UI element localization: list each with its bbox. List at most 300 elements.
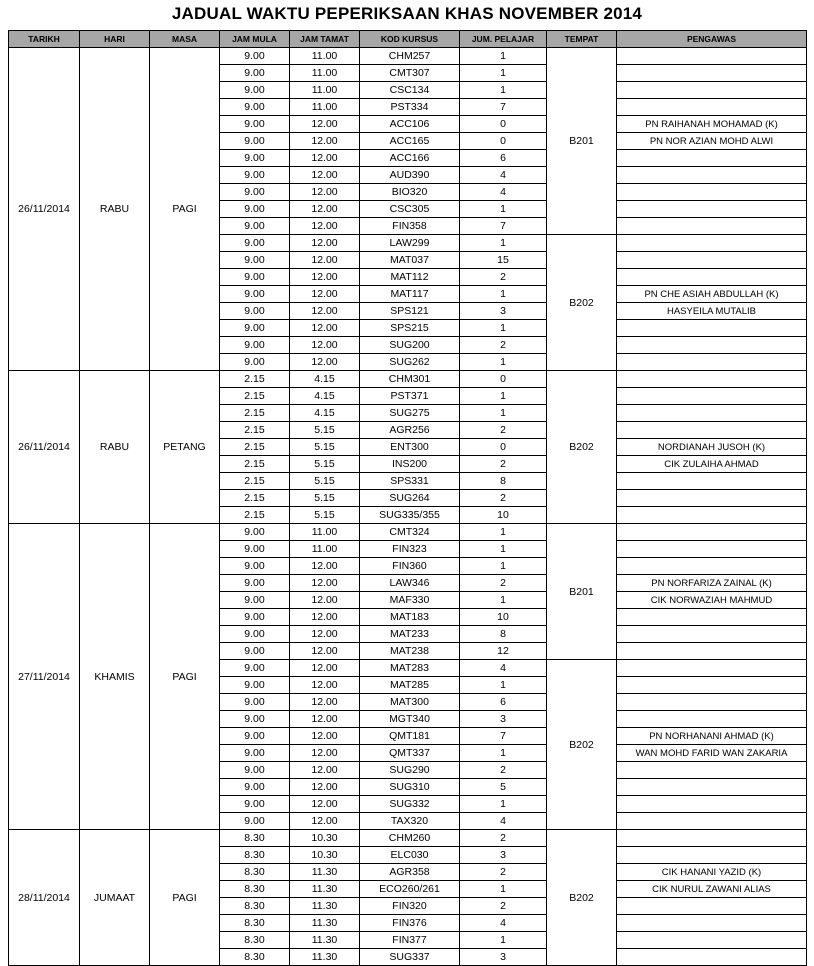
jam-tamat-cell: 12.00 [290, 133, 360, 150]
jam-mula-cell: 9.00 [220, 592, 290, 609]
jum-pelajar-cell: 8 [460, 473, 547, 490]
pengawas-cell: PN RAIHANAH MOHAMAD (K) [617, 116, 807, 133]
jam-tamat-cell: 5.15 [290, 507, 360, 524]
kod-kursus-cell: SUG332 [360, 796, 460, 813]
jam-mula-cell: 8.30 [220, 898, 290, 915]
jum-pelajar-cell: 1 [460, 558, 547, 575]
jum-pelajar-cell: 2 [460, 422, 547, 439]
jam-mula-cell: 2.15 [220, 439, 290, 456]
table-row [9, 48, 807, 65]
table-row [9, 830, 807, 847]
jum-pelajar-cell: 1 [460, 320, 547, 337]
jum-pelajar-cell: 0 [460, 133, 547, 150]
tempat-cell: B201 [547, 524, 617, 660]
jam-tamat-cell: 5.15 [290, 439, 360, 456]
jam-mula-cell: 9.00 [220, 167, 290, 184]
col-header-hari: HARI [80, 31, 150, 48]
kod-kursus-cell: MAT183 [360, 609, 460, 626]
pengawas-cell [617, 949, 807, 966]
jum-pelajar-cell: 1 [460, 48, 547, 65]
pengawas-cell: PN CHE ASIAH ABDULLAH (K) [617, 286, 807, 303]
kod-kursus-cell: MAF330 [360, 592, 460, 609]
jam-mula-cell: 9.00 [220, 677, 290, 694]
col-header-jam-tamat: JAM TAMAT [290, 31, 360, 48]
kod-kursus-cell: ECO260/261 [360, 881, 460, 898]
jum-pelajar-cell: 3 [460, 949, 547, 966]
pengawas-cell [617, 371, 807, 388]
kod-kursus-cell: AGR256 [360, 422, 460, 439]
jum-pelajar-cell: 1 [460, 881, 547, 898]
pengawas-cell [617, 405, 807, 422]
jum-pelajar-cell: 8 [460, 626, 547, 643]
tempat-cell: B202 [547, 660, 617, 830]
jam-mula-cell: 2.15 [220, 405, 290, 422]
jam-tamat-cell: 11.00 [290, 65, 360, 82]
jam-mula-cell: 9.00 [220, 82, 290, 99]
pengawas-cell [617, 65, 807, 82]
jam-mula-cell: 9.00 [220, 643, 290, 660]
jam-tamat-cell: 5.15 [290, 473, 360, 490]
kod-kursus-cell: PST334 [360, 99, 460, 116]
jam-mula-cell: 9.00 [220, 269, 290, 286]
jum-pelajar-cell: 5 [460, 779, 547, 796]
jam-tamat-cell: 12.00 [290, 779, 360, 796]
col-header-masa: MASA [150, 31, 220, 48]
kod-kursus-cell: CHM257 [360, 48, 460, 65]
jum-pelajar-cell: 10 [460, 507, 547, 524]
pengawas-cell [617, 694, 807, 711]
pengawas-cell: CIK NURUL ZAWANI ALIAS [617, 881, 807, 898]
jam-tamat-cell: 10.30 [290, 847, 360, 864]
jum-pelajar-cell: 2 [460, 830, 547, 847]
jum-pelajar-cell: 15 [460, 252, 547, 269]
kod-kursus-cell: SPS121 [360, 303, 460, 320]
pengawas-cell [617, 915, 807, 932]
jam-tamat-cell: 12.00 [290, 167, 360, 184]
table-row [9, 524, 807, 541]
jam-mula-cell: 2.15 [220, 371, 290, 388]
kod-kursus-cell: TAX320 [360, 813, 460, 830]
pengawas-cell [617, 201, 807, 218]
jam-tamat-cell: 12.00 [290, 677, 360, 694]
kod-kursus-cell: ACC166 [360, 150, 460, 167]
kod-kursus-cell: ACC165 [360, 133, 460, 150]
jum-pelajar-cell: 0 [460, 439, 547, 456]
jam-tamat-cell: 11.00 [290, 524, 360, 541]
jam-mula-cell: 9.00 [220, 728, 290, 745]
col-header-tarikh: TARIKH [9, 31, 80, 48]
col-header-tempat: TEMPAT [547, 31, 617, 48]
kod-kursus-cell: SUG200 [360, 337, 460, 354]
kod-kursus-cell: BIO320 [360, 184, 460, 201]
hari-cell: KHAMIS [80, 524, 150, 830]
jam-tamat-cell: 12.00 [290, 269, 360, 286]
jam-mula-cell: 9.00 [220, 48, 290, 65]
pengawas-cell: PN NOR AZIAN MOHD ALWI [617, 133, 807, 150]
jam-tamat-cell: 12.00 [290, 252, 360, 269]
pengawas-cell [617, 677, 807, 694]
jam-mula-cell: 9.00 [220, 558, 290, 575]
jam-mula-cell: 8.30 [220, 830, 290, 847]
tarikh-cell: 27/11/2014 [9, 524, 80, 830]
jam-tamat-cell: 5.15 [290, 422, 360, 439]
jam-tamat-cell: 12.00 [290, 558, 360, 575]
jam-mula-cell: 9.00 [220, 609, 290, 626]
jum-pelajar-cell: 1 [460, 235, 547, 252]
exam-schedule-table [8, 30, 807, 966]
pengawas-cell: CIK NORWAZIAH MAHMUD [617, 592, 807, 609]
jum-pelajar-cell: 7 [460, 728, 547, 745]
jam-mula-cell: 8.30 [220, 915, 290, 932]
jam-tamat-cell: 4.15 [290, 405, 360, 422]
jum-pelajar-cell: 1 [460, 82, 547, 99]
jam-tamat-cell: 12.00 [290, 728, 360, 745]
jum-pelajar-cell: 2 [460, 337, 547, 354]
kod-kursus-cell: ENT300 [360, 439, 460, 456]
jam-mula-cell: 9.00 [220, 133, 290, 150]
jum-pelajar-cell: 2 [460, 490, 547, 507]
jum-pelajar-cell: 1 [460, 201, 547, 218]
jam-mula-cell: 2.15 [220, 456, 290, 473]
jum-pelajar-cell: 6 [460, 694, 547, 711]
jam-mula-cell: 2.15 [220, 507, 290, 524]
tarikh-cell: 26/11/2014 [9, 48, 80, 371]
jam-mula-cell: 9.00 [220, 711, 290, 728]
page-title: JADUAL WAKTU PEPERIKSAAN KHAS NOVEMBER 2014 [171, 4, 643, 23]
pengawas-cell [617, 524, 807, 541]
jam-tamat-cell: 11.30 [290, 864, 360, 881]
pengawas-cell [617, 218, 807, 235]
pengawas-cell [617, 490, 807, 507]
kod-kursus-cell: ELC030 [360, 847, 460, 864]
jam-mula-cell: 9.00 [220, 218, 290, 235]
kod-kursus-cell: AGR358 [360, 864, 460, 881]
kod-kursus-cell: SUG262 [360, 354, 460, 371]
jam-tamat-cell: 12.00 [290, 235, 360, 252]
jam-mula-cell: 2.15 [220, 388, 290, 405]
jum-pelajar-cell: 3 [460, 711, 547, 728]
tempat-cell: B201 [547, 48, 617, 235]
kod-kursus-cell: INS200 [360, 456, 460, 473]
pengawas-cell [617, 932, 807, 949]
pengawas-cell [617, 898, 807, 915]
pengawas-cell [617, 796, 807, 813]
jum-pelajar-cell: 3 [460, 303, 547, 320]
jum-pelajar-cell: 4 [460, 915, 547, 932]
hari-cell: JUMAAT [80, 830, 150, 966]
jam-tamat-cell: 10.30 [290, 830, 360, 847]
pengawas-cell: WAN MOHD FARID WAN ZAKARIA [617, 745, 807, 762]
tarikh-cell: 26/11/2014 [9, 371, 80, 524]
jam-tamat-cell: 12.00 [290, 796, 360, 813]
jum-pelajar-cell: 4 [460, 167, 547, 184]
jum-pelajar-cell: 4 [460, 813, 547, 830]
jum-pelajar-cell: 2 [460, 575, 547, 592]
jam-tamat-cell: 12.00 [290, 660, 360, 677]
kod-kursus-cell: SUG310 [360, 779, 460, 796]
jam-tamat-cell: 12.00 [290, 626, 360, 643]
pengawas-cell: HASYEILA MUTALIB [617, 303, 807, 320]
col-header-jam-mula: JAM MULA [220, 31, 290, 48]
jam-mula-cell: 2.15 [220, 490, 290, 507]
kod-kursus-cell: SUG290 [360, 762, 460, 779]
kod-kursus-cell: PST371 [360, 388, 460, 405]
jam-tamat-cell: 12.00 [290, 609, 360, 626]
jum-pelajar-cell: 1 [460, 592, 547, 609]
kod-kursus-cell: FIN358 [360, 218, 460, 235]
jam-tamat-cell: 11.30 [290, 915, 360, 932]
jam-mula-cell: 9.00 [220, 575, 290, 592]
jum-pelajar-cell: 1 [460, 388, 547, 405]
pengawas-cell: CIK HANANI YAZID (K) [617, 864, 807, 881]
jam-tamat-cell: 12.00 [290, 745, 360, 762]
jam-mula-cell: 9.00 [220, 813, 290, 830]
kod-kursus-cell: MAT037 [360, 252, 460, 269]
pengawas-cell [617, 609, 807, 626]
jam-mula-cell: 9.00 [220, 762, 290, 779]
pengawas-cell [617, 813, 807, 830]
jum-pelajar-cell: 0 [460, 116, 547, 133]
header-row [9, 31, 807, 48]
jum-pelajar-cell: 2 [460, 898, 547, 915]
pengawas-cell [617, 643, 807, 660]
pengawas-cell [617, 558, 807, 575]
jam-mula-cell: 9.00 [220, 524, 290, 541]
jam-tamat-cell: 12.00 [290, 303, 360, 320]
jam-tamat-cell: 12.00 [290, 643, 360, 660]
jam-tamat-cell: 11.30 [290, 898, 360, 915]
kod-kursus-cell: LAW299 [360, 235, 460, 252]
pengawas-cell [617, 626, 807, 643]
jam-tamat-cell: 12.00 [290, 320, 360, 337]
pengawas-cell [617, 269, 807, 286]
pengawas-cell: CIK ZULAIHA AHMAD [617, 456, 807, 473]
jum-pelajar-cell: 2 [460, 864, 547, 881]
jam-mula-cell: 9.00 [220, 779, 290, 796]
hari-cell: RABU [80, 48, 150, 371]
pengawas-cell [617, 541, 807, 558]
kod-kursus-cell: QMT181 [360, 728, 460, 745]
jam-mula-cell: 9.00 [220, 65, 290, 82]
masa-cell: PAGI [150, 48, 220, 371]
kod-kursus-cell: MAT283 [360, 660, 460, 677]
jam-mula-cell: 9.00 [220, 320, 290, 337]
jum-pelajar-cell: 4 [460, 660, 547, 677]
pengawas-cell [617, 48, 807, 65]
pengawas-cell: PN NORHANANI AHMAD (K) [617, 728, 807, 745]
kod-kursus-cell: MAT300 [360, 694, 460, 711]
kod-kursus-cell: LAW346 [360, 575, 460, 592]
jam-mula-cell: 9.00 [220, 337, 290, 354]
jam-mula-cell: 8.30 [220, 932, 290, 949]
jam-tamat-cell: 12.00 [290, 762, 360, 779]
col-header-jum-pelajar: JUM. PELAJAR [460, 31, 547, 48]
pengawas-cell [617, 847, 807, 864]
jam-mula-cell: 9.00 [220, 184, 290, 201]
pengawas-cell: PN NORFARIZA ZAINAL (K) [617, 575, 807, 592]
jam-tamat-cell: 12.00 [290, 354, 360, 371]
jam-mula-cell: 2.15 [220, 473, 290, 490]
kod-kursus-cell: CHM301 [360, 371, 460, 388]
kod-kursus-cell: CHM260 [360, 830, 460, 847]
kod-kursus-cell: FIN323 [360, 541, 460, 558]
jum-pelajar-cell: 1 [460, 677, 547, 694]
kod-kursus-cell: ACC106 [360, 116, 460, 133]
kod-kursus-cell: SUG335/355 [360, 507, 460, 524]
jum-pelajar-cell: 2 [460, 269, 547, 286]
masa-cell: PAGI [150, 830, 220, 966]
jam-mula-cell: 8.30 [220, 864, 290, 881]
jum-pelajar-cell: 12 [460, 643, 547, 660]
pengawas-cell [617, 150, 807, 167]
jam-tamat-cell: 12.00 [290, 694, 360, 711]
jam-tamat-cell: 12.00 [290, 337, 360, 354]
kod-kursus-cell: CMT324 [360, 524, 460, 541]
kod-kursus-cell: AUD390 [360, 167, 460, 184]
jam-mula-cell: 9.00 [220, 116, 290, 133]
jum-pelajar-cell: 1 [460, 286, 547, 303]
jum-pelajar-cell: 1 [460, 354, 547, 371]
kod-kursus-cell: CMT307 [360, 65, 460, 82]
jam-tamat-cell: 11.30 [290, 932, 360, 949]
jam-tamat-cell: 11.30 [290, 949, 360, 966]
jam-mula-cell: 9.00 [220, 252, 290, 269]
pengawas-cell [617, 82, 807, 99]
jam-tamat-cell: 12.00 [290, 116, 360, 133]
pengawas-cell [617, 184, 807, 201]
kod-kursus-cell: SUG337 [360, 949, 460, 966]
jum-pelajar-cell: 6 [460, 150, 547, 167]
jam-tamat-cell: 5.15 [290, 490, 360, 507]
masa-cell: PAGI [150, 524, 220, 830]
jum-pelajar-cell: 7 [460, 218, 547, 235]
jam-tamat-cell: 12.00 [290, 711, 360, 728]
jam-mula-cell: 9.00 [220, 235, 290, 252]
table-row [9, 371, 807, 388]
kod-kursus-cell: QMT337 [360, 745, 460, 762]
kod-kursus-cell: FIN360 [360, 558, 460, 575]
jum-pelajar-cell: 7 [460, 99, 547, 116]
kod-kursus-cell: CSC134 [360, 82, 460, 99]
jam-mula-cell: 9.00 [220, 694, 290, 711]
jam-tamat-cell: 4.15 [290, 388, 360, 405]
kod-kursus-cell: MGT340 [360, 711, 460, 728]
jum-pelajar-cell: 1 [460, 405, 547, 422]
kod-kursus-cell: FIN320 [360, 898, 460, 915]
pengawas-cell [617, 762, 807, 779]
jam-mula-cell: 9.00 [220, 626, 290, 643]
kod-kursus-cell: SUG264 [360, 490, 460, 507]
pengawas-cell [617, 252, 807, 269]
pengawas-cell [617, 660, 807, 677]
jum-pelajar-cell: 1 [460, 541, 547, 558]
pengawas-cell [617, 422, 807, 439]
tarikh-cell: 28/11/2014 [9, 830, 80, 966]
pengawas-cell [617, 99, 807, 116]
jam-mula-cell: 9.00 [220, 150, 290, 167]
kod-kursus-cell: MAT233 [360, 626, 460, 643]
jam-mula-cell: 8.30 [220, 881, 290, 898]
jam-mula-cell: 9.00 [220, 745, 290, 762]
jam-mula-cell: 9.00 [220, 660, 290, 677]
jam-mula-cell: 9.00 [220, 99, 290, 116]
pengawas-cell [617, 830, 807, 847]
jam-tamat-cell: 12.00 [290, 575, 360, 592]
jum-pelajar-cell: 1 [460, 745, 547, 762]
tempat-cell: B202 [547, 830, 617, 966]
kod-kursus-cell: MAT285 [360, 677, 460, 694]
pengawas-cell [617, 337, 807, 354]
jam-tamat-cell: 12.00 [290, 201, 360, 218]
pengawas-cell: NORDIANAH JUSOH (K) [617, 439, 807, 456]
pengawas-cell [617, 711, 807, 728]
tempat-cell: B202 [547, 235, 617, 371]
jam-tamat-cell: 12.00 [290, 218, 360, 235]
kod-kursus-cell: CSC305 [360, 201, 460, 218]
jam-mula-cell: 9.00 [220, 201, 290, 218]
jam-mula-cell: 9.00 [220, 796, 290, 813]
col-header-kod-kursus: KOD KURSUS [360, 31, 460, 48]
kod-kursus-cell: MAT112 [360, 269, 460, 286]
pengawas-cell [617, 320, 807, 337]
kod-kursus-cell: MAT238 [360, 643, 460, 660]
jum-pelajar-cell: 1 [460, 796, 547, 813]
jum-pelajar-cell: 10 [460, 609, 547, 626]
kod-kursus-cell: SPS331 [360, 473, 460, 490]
jam-tamat-cell: 11.00 [290, 82, 360, 99]
kod-kursus-cell: FIN377 [360, 932, 460, 949]
jum-pelajar-cell: 1 [460, 65, 547, 82]
jum-pelajar-cell: 0 [460, 371, 547, 388]
col-header-pengawas: PENGAWAS [617, 31, 807, 48]
jam-tamat-cell: 11.00 [290, 541, 360, 558]
jam-tamat-cell: 12.00 [290, 592, 360, 609]
pengawas-cell [617, 507, 807, 524]
jam-tamat-cell: 5.15 [290, 456, 360, 473]
jam-mula-cell: 9.00 [220, 286, 290, 303]
tempat-cell: B202 [547, 371, 617, 524]
jam-mula-cell: 8.30 [220, 949, 290, 966]
jam-tamat-cell: 12.00 [290, 286, 360, 303]
pengawas-cell [617, 779, 807, 796]
kod-kursus-cell: SPS215 [360, 320, 460, 337]
jum-pelajar-cell: 4 [460, 184, 547, 201]
jum-pelajar-cell: 1 [460, 932, 547, 949]
jam-mula-cell: 8.30 [220, 847, 290, 864]
hari-cell: RABU [80, 371, 150, 524]
jam-tamat-cell: 12.00 [290, 150, 360, 167]
jam-tamat-cell: 11.30 [290, 881, 360, 898]
pengawas-cell [617, 235, 807, 252]
pengawas-cell [617, 388, 807, 405]
jam-mula-cell: 9.00 [220, 541, 290, 558]
pengawas-cell [617, 473, 807, 490]
jum-pelajar-cell: 1 [460, 524, 547, 541]
jam-tamat-cell: 4.15 [290, 371, 360, 388]
jum-pelajar-cell: 3 [460, 847, 547, 864]
pengawas-cell [617, 167, 807, 184]
jam-mula-cell: 9.00 [220, 303, 290, 320]
masa-cell: PETANG [150, 371, 220, 524]
jam-tamat-cell: 12.00 [290, 813, 360, 830]
kod-kursus-cell: FIN376 [360, 915, 460, 932]
jam-tamat-cell: 11.00 [290, 99, 360, 116]
pengawas-cell [617, 354, 807, 371]
jam-tamat-cell: 12.00 [290, 184, 360, 201]
jam-mula-cell: 2.15 [220, 422, 290, 439]
jam-mula-cell: 9.00 [220, 354, 290, 371]
jam-tamat-cell: 11.00 [290, 48, 360, 65]
